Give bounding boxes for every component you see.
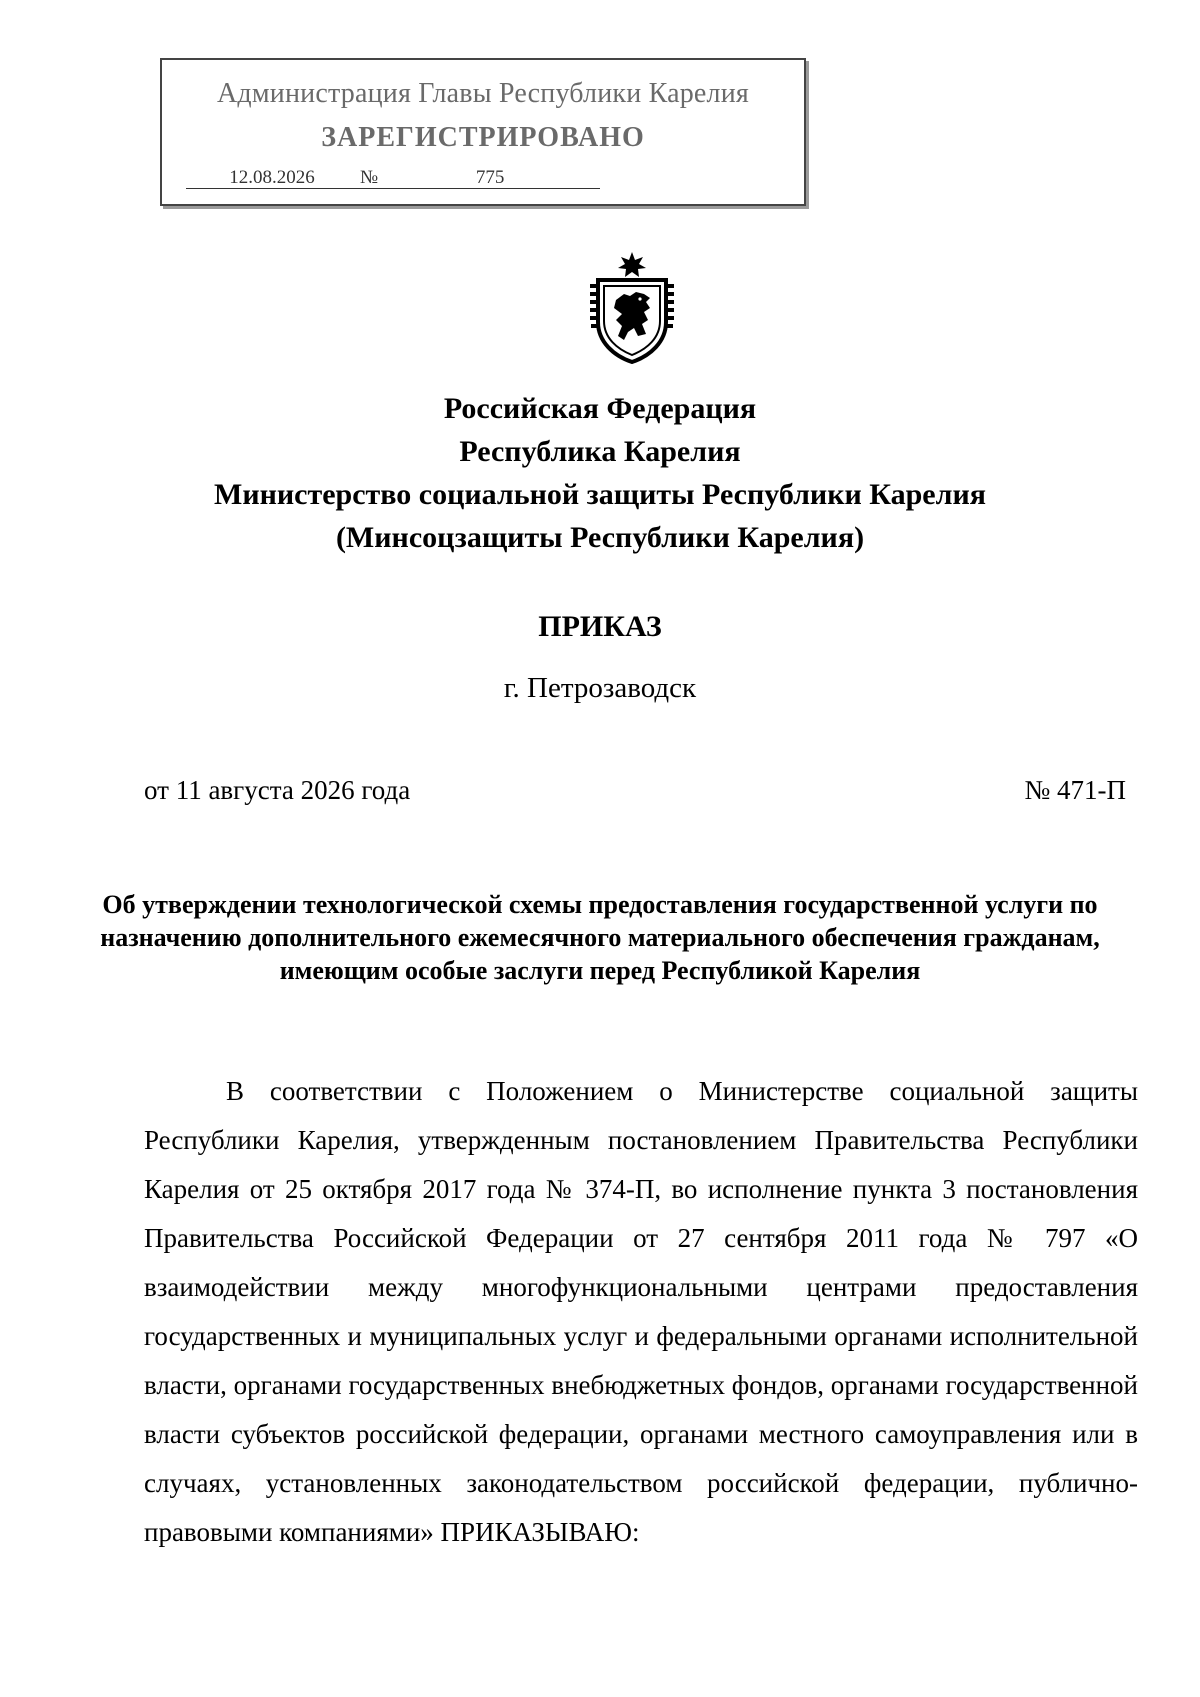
registration-stamp: [160, 58, 806, 206]
document-date: от 11 августа 2026 года: [144, 775, 411, 805]
header-ministry-short: (Минсоцзащиты Республики Карелия): [335, 521, 865, 554]
document-number: № 471-П: [1024, 775, 1126, 805]
stamp-registration-line: [186, 168, 600, 189]
stamp-date: 12.08.2026: [186, 168, 358, 189]
header-country: Российская Федерация: [443, 392, 757, 425]
document-subject: Об утверждении технологической схемы предоставления государственной услуги по назначению дополнительного ежемесячного материального обеспечения гражданам, имеющим особые заслуги перед Республикой Карелия: [100, 890, 1100, 985]
stamp-status: ЗАРЕГИСТРИРОВАНО: [321, 122, 645, 153]
coat-of-arms-karelia-icon: [584, 250, 680, 364]
document-body: В соответствии с Положением о Министерстве социальной защиты Республики Карелия, утвержденным постановлением Правительства Республики Карелия от 25 октября 2017 года № 374-П, во исполнение пункта 3 постановления Правительства Российской Федерации от 27 сентября 2011 года № 797 «О взаимодействии между многофункциональными центрами предоставления государственных и муниципальных услуг и федеральными органами исполнительной власти, органами государственных внебюджетных фондов, органами государственной власти субъектов российской федерации, органами местного самоуправления или в случаях, установленных законодательством российской федерации, публично-правовыми компаниями» ПРИКАЗЫВАЮ:: [144, 1076, 1138, 1547]
stamp-number-sign: №: [360, 167, 379, 188]
header-region: Республика Карелия: [459, 435, 741, 468]
stamp-organization: Администрация Главы Республики Карелия: [217, 78, 749, 109]
header-ministry: Министерство социальной защиты Республики Карелия: [214, 478, 986, 511]
document-city: г. Петрозаводск: [503, 672, 697, 704]
document-type: ПРИКАЗ: [538, 610, 662, 643]
stamp-number: 775: [380, 168, 600, 189]
